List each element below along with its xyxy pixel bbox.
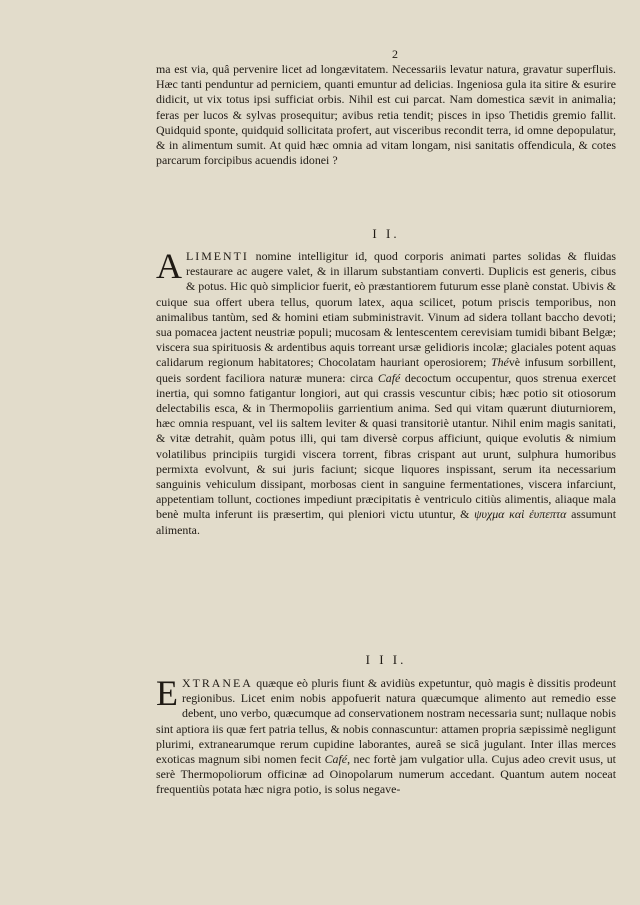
section-heading-3: I I I. bbox=[365, 652, 407, 667]
italic-term: Thé bbox=[490, 355, 509, 370]
greek-phrase: ψυχμα καὶ ἐυπεπτα bbox=[474, 507, 567, 522]
section-2-paragraph bbox=[156, 246, 616, 538]
text-span: quæque eò pluris fiunt & avidiùs expetuntur, quò magis è dissitis prodeunt regionibus. Licet enim nobis appofuerit natura quæcumque alimento aut remedio esse debent, uno verbo, quæcumque ad conservationem nostram necessaria sunt; nullaque nobis sint aptiora iis quæ fert patria tellus, & nobis connascuntur: attamen propria sæpissimè negligunt plurimi, extranearumque rerum cupidine laborantes, aureâ se sicâ jugulant. Inter illas merces exoticas magnum sibi nomen fecit bbox=[156, 676, 616, 767]
section-3-paragraph bbox=[156, 673, 616, 798]
italic-term: Café bbox=[324, 752, 348, 767]
page-number: 2 bbox=[392, 47, 398, 61]
text-span: assumunt alimenta. bbox=[156, 507, 616, 537]
paragraph-1-text: ma est via, quâ pervenire licet ad longævitatem. Necessariis levatur natura, gravatur superfluis. Hæc tanti penduntur ad perniciem, quanti emuntur ad delicias. Ingeniosa gula ita sitire & esurire didicit, ut vix totus ipsi sufficiat orbis. Nihil est cui parcat. Nam domestica sævit in animalia; feras per lucos & sylvas prosequitur; avibus retia tendit; pisces in ipso Thetidis gremio fallit. Quidquid sponte, quidquid sollicitata profert, aut visceribus recondit terra, id omne depopulatur, & in alimentum sumit. At quid hæc omnia ad vitam longam, nisi sanitatis offendicula, & cotes parcarum forcipibus acuendis idonei ? bbox=[156, 62, 616, 168]
italic-term: Café bbox=[377, 370, 401, 385]
lead-caps: XTRANEA bbox=[182, 676, 253, 690]
section-heading-2: I I. bbox=[372, 226, 400, 241]
paragraph-continued bbox=[156, 62, 616, 168]
text-span: , nec fortè jam vulgatior ulla. Cujus adeo crevit usus, ut serè Thermopoliorum officinæ ad Oinopolarum numerum accedant. Quantum autem noceat frequentiùs potata hæc nigra potio, is solus negave- bbox=[156, 752, 616, 797]
text-span: decoctum occupentur, quos strenua exercet inertia, qui somno fatigantur longiori, aut qui crassis vescuntur cibis; hæc potio sit otiosorum delectabilis esca, & in Thermopoliis garrientium anima. Sed qui vitam quærunt diuturniorem, hæc omnia respuant, vel iis saltem leviter & quasi transitoriè utantur. Nihil enim magis sanitati, & vitæ detrahit, quàm potus illi, qui tam diversè corpus afficiunt, quique evolutis & nimium volatilibus principiis turgidi viscera torrent, fibras crispant aut urunt, sulphura humoribus permixta evolvunt, & sui juris faciunt; sicque liquores inspissant, serum ita necessarium sanguinis vehiculum dissipant, morbosas cient in sanguine fermentationes, viscera infarciunt, appetentiam tollunt, coctiones impediunt præcipitatis è ventriculo citiùs alimentis, aliaque mala benè multa inferunt iis præsertim, qui pleniori victu utuntur, & bbox=[156, 370, 616, 522]
text-span: nomine intelligitur id, quod corporis animati partes solidas & fluidas restaurare ac augere valet, & in illarum substantiam converti. Duplicis est generis, cibus & potus. Hic quò simplicior fuerit, eò præstantiorem futurum esse planè constat. Ubivis & cuique sua offert ubera tellus, quorum latex, aqua scilicet, potum priscis temporibus, non animalibus tantùm, sed & homini etiam subministravit. Vinum ad sidera tollant baccho devoti; sua pomacea jactent neustriæ populi; mucosam & lentescentem cerevisiam tumidi bibant Belgæ; viscera sua spirituosis & ardentibus aquis torreant ursæ gelidioris incolæ; glaciales potent aquas calidarum regionum habitatores; Chocolatam hauriant operosiorem; bbox=[156, 249, 616, 370]
drop-cap: A bbox=[156, 246, 182, 286]
text-span: vè infusum sorbillent, queis sordent faciliora naturæ munera: circa bbox=[156, 355, 616, 385]
drop-cap: E bbox=[156, 673, 178, 713]
lead-caps: LIMENTI bbox=[186, 249, 249, 263]
